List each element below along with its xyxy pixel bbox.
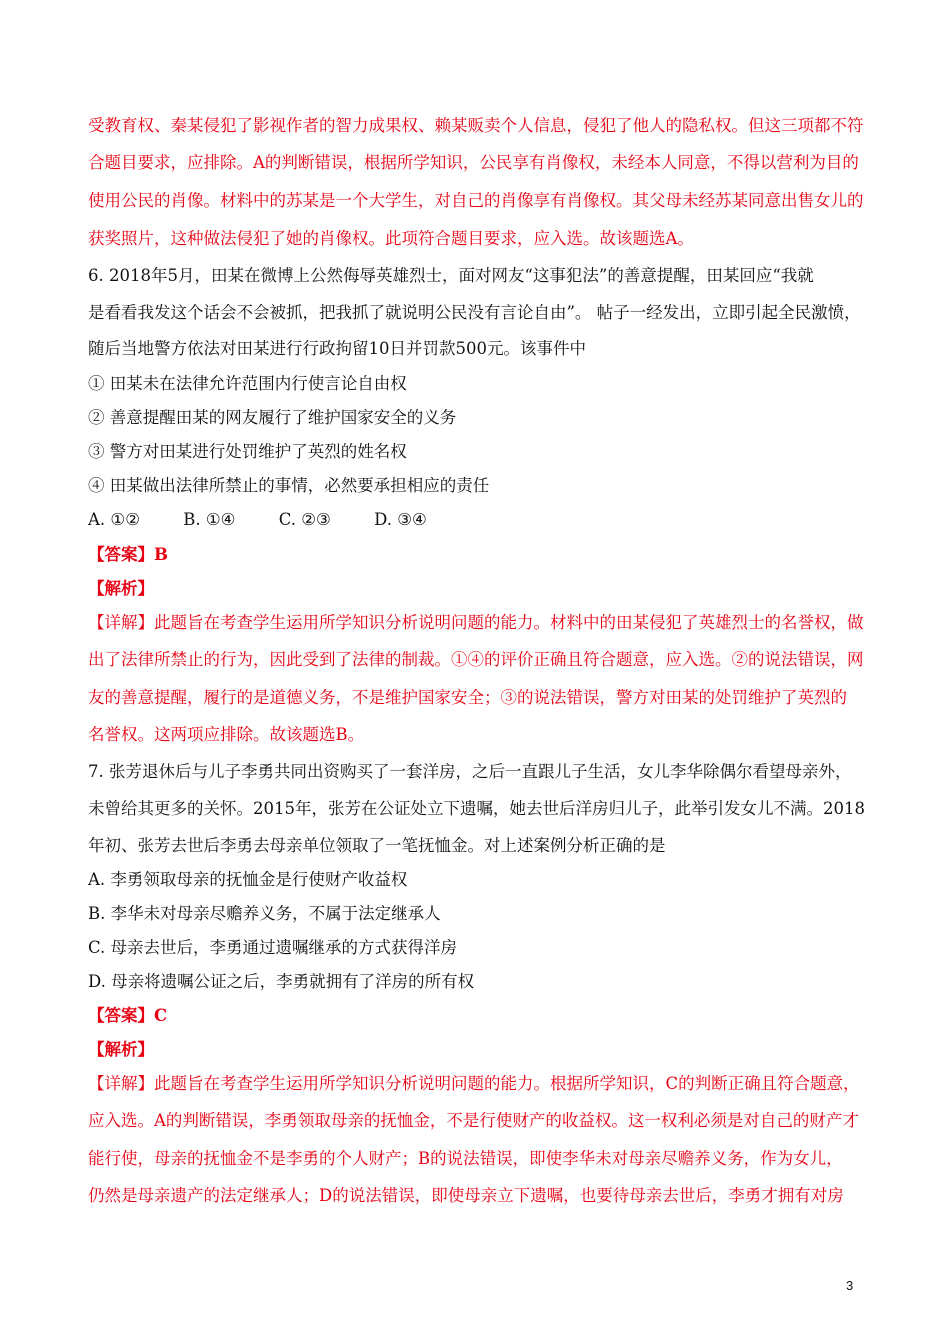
q6-choice-c: C. ②③: [278, 510, 331, 529]
q6-detail-line: 【详解】此题旨在考查学生运用所学知识分析说明问题的能力。材料中的田某侵犯了英雄烈士的名誉权，做: [88, 613, 864, 632]
q7-detail-line: 能行使，母亲的抚恤金不是李勇的个人财产；B的说法错误，即使李华未对母亲尽赡养义务，作为女儿，: [88, 1149, 843, 1168]
q6-detail-line: 名誉权。这两项应排除。故该题选B。: [88, 725, 365, 744]
q7-detail-line: 应入选。A的判断错误，李勇领取母亲的抚恤金，不是行使财产的收益权。这一权利必须是对自己的财产才: [88, 1111, 859, 1130]
q7-stem-line: 7. 张芳退休后与儿子李勇共同出资购买了一套洋房，之后一直跟儿子生活，女儿李华除偶尔看望母亲外，: [88, 762, 852, 781]
q7-option: B. 李华未对母亲尽赡养义务，不属于法定继承人: [88, 904, 441, 923]
q6-choices: [88, 509, 878, 531]
q6-statement: ③ 警方对田某进行处罚维护了英烈的姓名权: [88, 442, 407, 461]
continuation-line: 受教育权、秦某侵犯了影视作者的智力成果权、赖某贩卖个人信息，侵犯了他人的隐私权。但这三项都不符: [88, 116, 864, 135]
q6-detail-line: 友的善意提醒，履行的是道德义务，不是维护国家安全；③的说法错误，警方对田某的处罚维护了英烈的: [88, 688, 847, 707]
continuation-line: 使用公民的肖像。材料中的苏某是一个大学生，对自己的肖像享有肖像权。其父母未经苏某同意出售女儿的: [88, 191, 864, 210]
q7-stem-line: 未曾给其更多的关怀。2015年，张芳在公证处立下遗嘱，她去世后洋房归儿子，此举引发女儿不满。2018: [88, 799, 865, 818]
continuation-line: 获奖照片，这种做法侵犯了她的肖像权。此项符合题目要求，应入选。故该题选A。: [88, 229, 694, 248]
q6-choice-b: B. ①④: [183, 510, 236, 529]
q6-detail-line: 出了法律所禁止的行为，因此受到了法律的制裁。①④的评价正确且符合题意，应入选。②的说法错误，网: [88, 650, 864, 669]
q7-option: C. 母亲去世后，李勇通过遗嘱继承的方式获得洋房: [88, 938, 458, 957]
page-number: 3: [846, 1278, 854, 1293]
q7-option: A. 李勇领取母亲的抚恤金是行使财产收益权: [88, 870, 408, 889]
q6-analysis-heading: 【解析】: [88, 579, 154, 598]
q7-analysis-heading: 【解析】: [88, 1040, 154, 1059]
q7-option: D. 母亲将遗嘱公证之后，李勇就拥有了洋房的所有权: [88, 972, 475, 991]
q6-statement: ② 善意提醒田某的网友履行了维护国家安全的义务: [88, 408, 457, 427]
q6-stem-line: 是看看我发这个话会不会被抓，把我抓了就说明公民没有言论自由”。 帖子一经发出，立即引起全民激愤，: [88, 303, 861, 322]
q6-choice-a: A. ①②: [88, 510, 140, 529]
q6-stem-line: 随后当地警方依法对田某进行行政拘留10日并罚款500元。该事件中: [88, 339, 586, 358]
q7-stem-line: 年初、张芳去世后李勇去母亲单位领取了一笔抚恤金。对上述案例分析正确的是: [88, 836, 666, 855]
q7-answer: 【答案】C: [88, 1006, 168, 1025]
q6-statement: ④ 田某做出法律所禁止的事情，必然要承担相应的责任: [88, 476, 490, 495]
q6-stem-line: 6. 2018年5月，田某在微博上公然侮辱英雄烈士，面对网友“这事犯法”的善意提醒，田某回应“我就: [88, 266, 814, 285]
q6-choice-d: D. ③④: [374, 510, 427, 529]
continuation-line: 合题目要求，应排除。A的判断错误，根据所学知识，公民享有肖像权，未经本人同意，不得以营利为目的: [88, 153, 859, 172]
q6-statement: ① 田某未在法律允许范围内行使言论自由权: [88, 374, 407, 393]
q7-detail-line: 【详解】此题旨在考查学生运用所学知识分析说明问题的能力。根据所学知识，C的判断正确且符合题意，: [88, 1074, 860, 1093]
q7-detail-line: 仍然是母亲遗产的法定继承人；D的说法错误，即使母亲立下遗嘱，也要待母亲去世后，李勇才拥有对房: [88, 1186, 844, 1205]
q6-answer: 【答案】B: [88, 545, 168, 564]
